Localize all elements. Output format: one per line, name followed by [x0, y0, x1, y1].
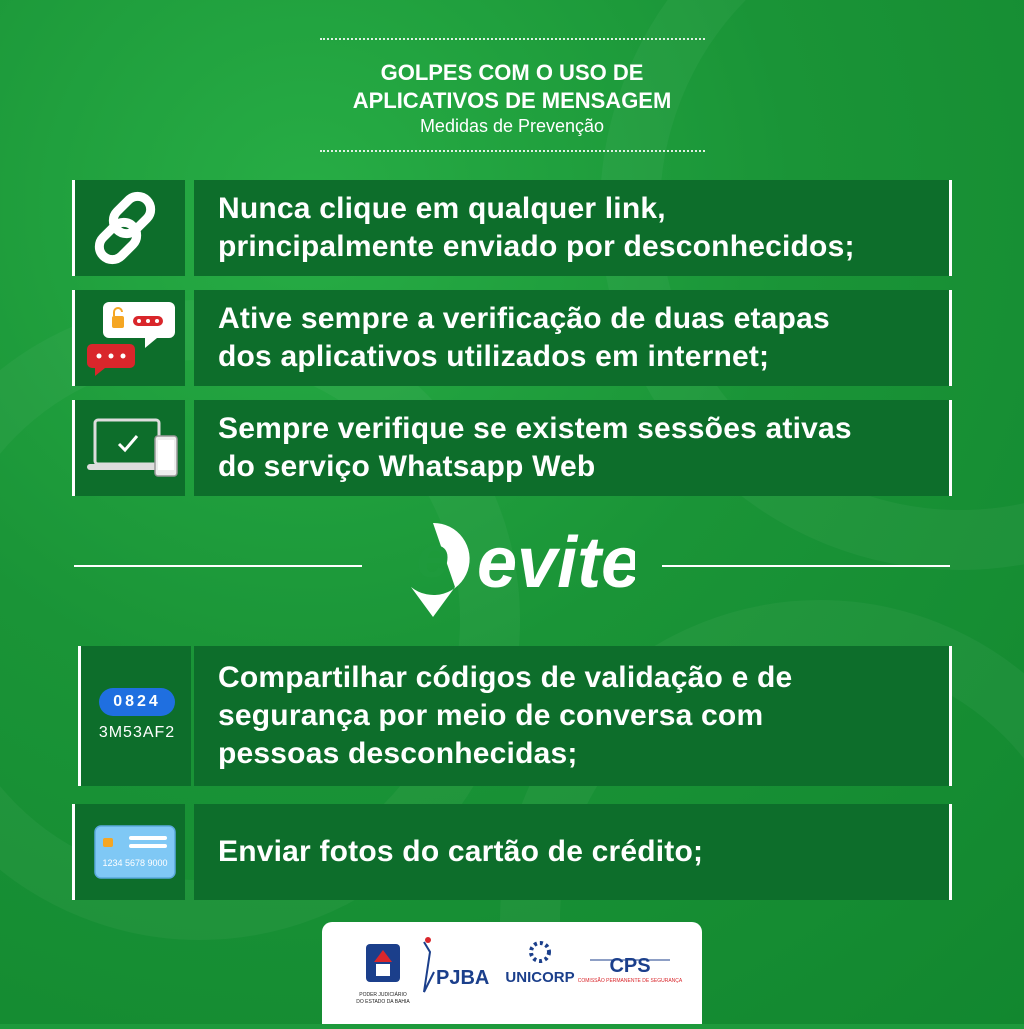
- svg-text:DO ESTADO DA BAHIA: DO ESTADO DA BAHIA: [356, 999, 410, 1005]
- tip-text-box: [194, 400, 952, 496]
- svg-text:e: e: [416, 525, 450, 590]
- evite-logo: [395, 515, 635, 625]
- code-pill: 0824: [99, 688, 175, 716]
- svg-text:UNICORP: UNICORP: [505, 969, 575, 986]
- tip-text-box: [194, 290, 952, 386]
- avoid-text-box: [194, 646, 952, 786]
- avoid-text: Compartilhar códigos de validação e de segurança por meio de conversa com pessoas desconhecidas;: [218, 661, 793, 770]
- code-text: 3M53AF2: [98, 724, 176, 741]
- tip-text: Ative sempre a verificação de duas etapas dos aplicativos utilizados em internet;: [218, 302, 830, 373]
- svg-text:COMISSÃO PERMANENTE DE SEGURAN: COMISSÃO PERMANENTE DE SEGURANÇA: [577, 978, 683, 984]
- divider-right: [662, 565, 950, 567]
- card-number: 1234 5678 9000: [102, 858, 168, 868]
- top-dotted-divider: [320, 38, 705, 40]
- bottom-dotted-divider: [320, 150, 705, 152]
- laptop-phone-check-icon: [72, 400, 185, 496]
- credit-card-icon: [72, 804, 185, 900]
- svg-text:PODER JUDICIÁRIO: PODER JUDICIÁRIO: [359, 992, 407, 998]
- cps-logo: [578, 955, 683, 984]
- tip-text: Nunca clique em qualquer link, principalmente enviado por desconhecidos;: [218, 192, 855, 263]
- avoid-text-box: [194, 804, 952, 900]
- avoid-row-card: [72, 804, 952, 900]
- pjba-logo: [424, 937, 489, 992]
- evite-text: evite: [477, 523, 635, 603]
- link-icon: [72, 180, 185, 276]
- poder-judiciario-logo: [356, 944, 410, 1005]
- avoid-row-codes: [72, 646, 952, 786]
- svg-text:PJBA: PJBA: [436, 967, 490, 989]
- title-line-2: APLICATIVOS DE MENSAGEM: [352, 88, 672, 113]
- chat-lock-icon: [72, 290, 185, 386]
- avoid-text: Enviar fotos do cartão de crédito;: [218, 835, 704, 868]
- tip-text-box: [194, 180, 952, 276]
- tip-row-sessions: [72, 400, 952, 496]
- tip-row-link: [72, 180, 952, 276]
- divider-left: [74, 565, 362, 567]
- subtitle: Medidas de Prevenção: [419, 116, 605, 136]
- svg-text:CPS: CPS: [609, 955, 651, 977]
- tip-row-verification: [72, 290, 952, 386]
- footer-logos: [322, 922, 702, 1024]
- code-icon: [78, 646, 191, 786]
- tip-text: Sempre verifique se existem sessões ativas do serviço Whatsapp Web: [218, 412, 852, 483]
- title-line-1: GOLPES COM O USO DE: [380, 60, 644, 85]
- unicorp-logo: [505, 943, 574, 986]
